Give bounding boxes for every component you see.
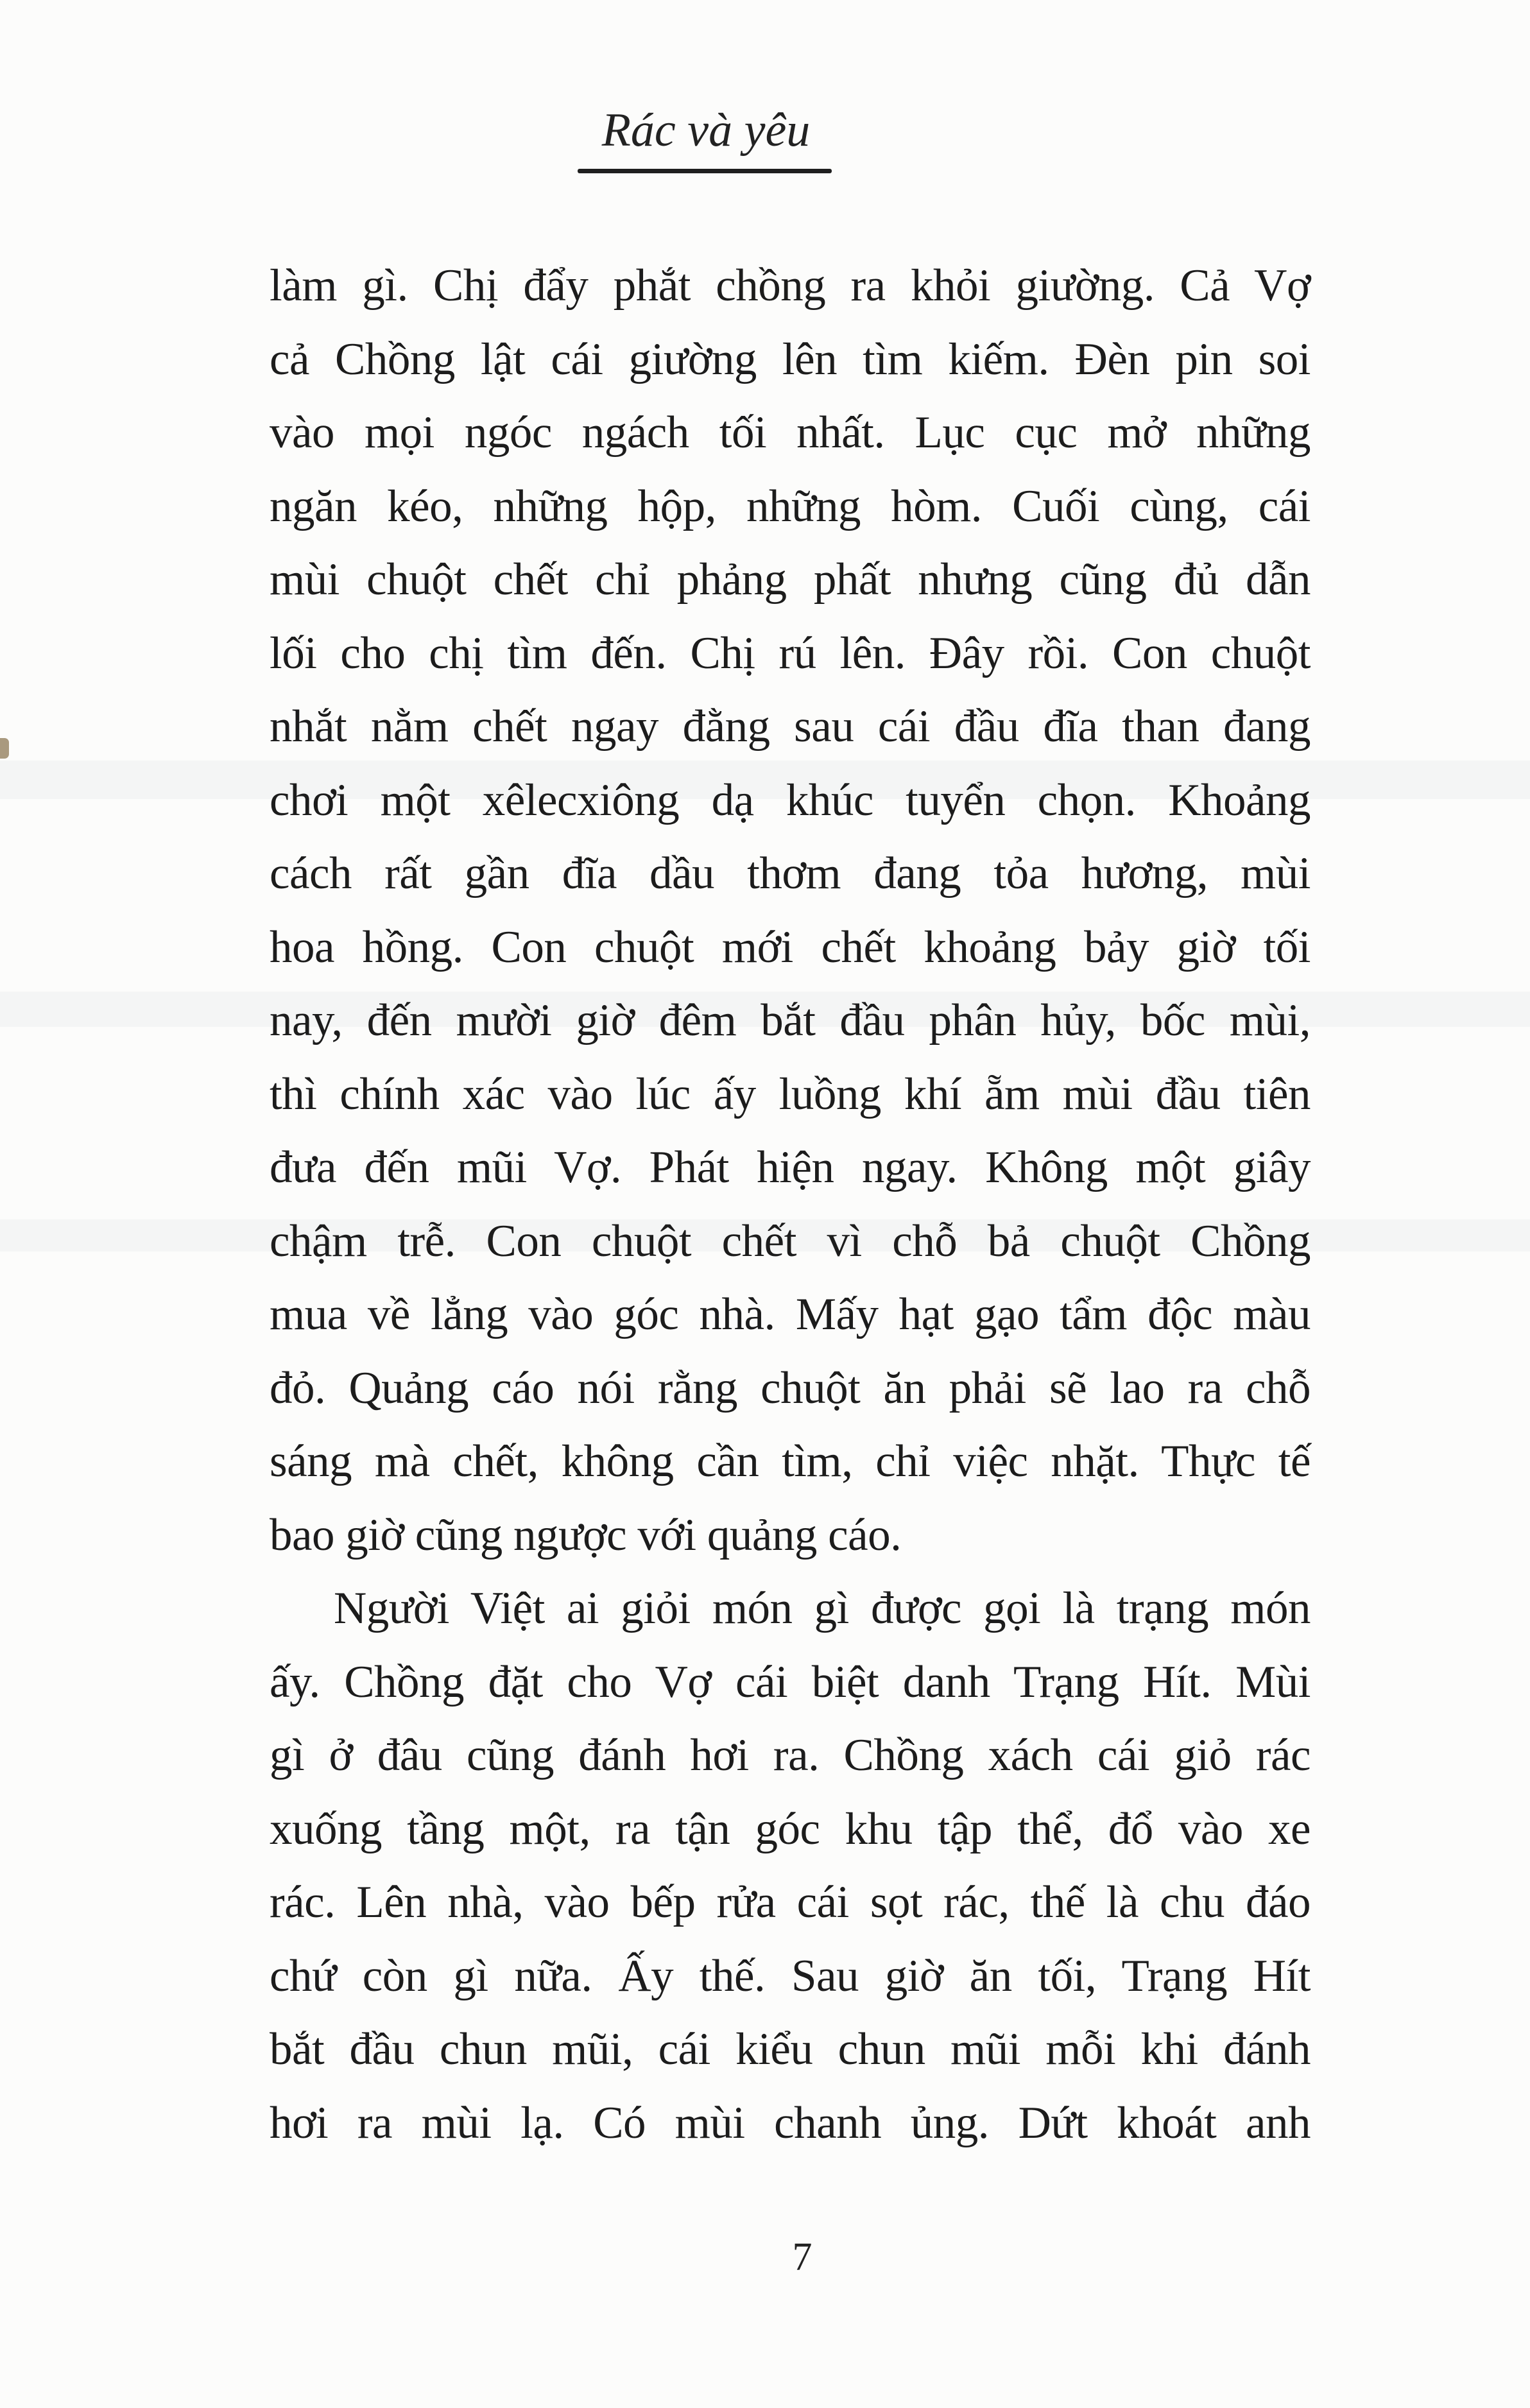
- edge-artifact: [0, 738, 9, 759]
- header-rule: [578, 169, 832, 173]
- text-line: nay, đến mười giờ đêm bắt đầu phân hủy, bốc mùi,: [270, 995, 1311, 1045]
- text-line: lối cho chị tìm đến. Chị rú lên. Đây rồi. Con chuột: [270, 628, 1311, 678]
- text-line: hơi ra mùi lạ. Có mùi chanh ủng. Dứt khoát anh: [270, 2097, 1311, 2148]
- text-line: chơi một xêlecxiông dạ khúc tuyển chọn. Khoảng: [270, 775, 1311, 825]
- text-line: ngăn kéo, những hộp, những hòm. Cuối cùng, cái: [270, 481, 1311, 531]
- running-header-title: Rác và yêu: [601, 104, 811, 157]
- text-line: bắt đầu chun mũi, cái kiểu chun mũi mỗi khi đánh: [270, 2024, 1311, 2074]
- text-line: hoa hồng. Con chuột mới chết khoảng bảy giờ tối: [270, 922, 1311, 972]
- text-line: đưa đến mũi Vợ. Phát hiện ngay. Không một giây: [270, 1142, 1311, 1192]
- text-line: chứ còn gì nữa. Ấy thế. Sau giờ ăn tối, Trạng Hít: [270, 1950, 1311, 2001]
- body-text-block: [270, 249, 1311, 2160]
- text-line: nhắt nằm chết ngay đằng sau cái đầu đĩa than đang: [270, 701, 1311, 752]
- text-line: xuống tầng một, ra tận góc khu tập thể, đổ vào xe: [270, 1803, 1311, 1854]
- text-line: đỏ. Quảng cáo nói rằng chuột ăn phải sẽ lao ra chỗ: [270, 1363, 1311, 1413]
- text-line: mua về lẳng vào góc nhà. Mấy hạt gạo tẩm độc màu: [270, 1289, 1311, 1339]
- text-line: ấy. Chồng đặt cho Vợ cái biệt danh Trạng Hít. Mùi: [270, 1656, 1311, 1707]
- text-line: cách rất gần đĩa dầu thơm đang tỏa hương, mùi: [270, 848, 1311, 899]
- text-line: sáng mà chết, không cần tìm, chỉ việc nhặt. Thực tế: [270, 1436, 1311, 1486]
- text-line: rác. Lên nhà, vào bếp rửa cái sọt rác, thế là chu đáo: [270, 1877, 1311, 1927]
- text-line: chậm trễ. Con chuột chết vì chỗ bả chuột Chồng: [270, 1216, 1311, 1266]
- text-line: thì chính xác vào lúc ấy luồng khí ẵm mùi đầu tiên: [270, 1069, 1311, 1119]
- text-line: cả Chồng lật cái giường lên tìm kiếm. Đèn pin soi: [270, 334, 1311, 384]
- text-line: mùi chuột chết chỉ phảng phất nhưng cũng đủ dẫn: [270, 555, 1311, 605]
- text-line: Người Việt ai giỏi món gì được gọi là trạng món: [334, 1583, 1311, 1633]
- page-number: 7: [792, 2235, 812, 2279]
- text-line: gì ở đâu cũng đánh hơi ra. Chồng xách cái giỏ rác: [270, 1730, 1311, 1780]
- text-line: vào mọi ngóc ngách tối nhất. Lục cục mở những: [270, 408, 1311, 458]
- text-line: bao giờ cũng ngược với quảng cáo.: [270, 1509, 902, 1560]
- text-line: làm gì. Chị đẩy phắt chồng ra khỏi giường. Cả Vợ: [270, 261, 1311, 311]
